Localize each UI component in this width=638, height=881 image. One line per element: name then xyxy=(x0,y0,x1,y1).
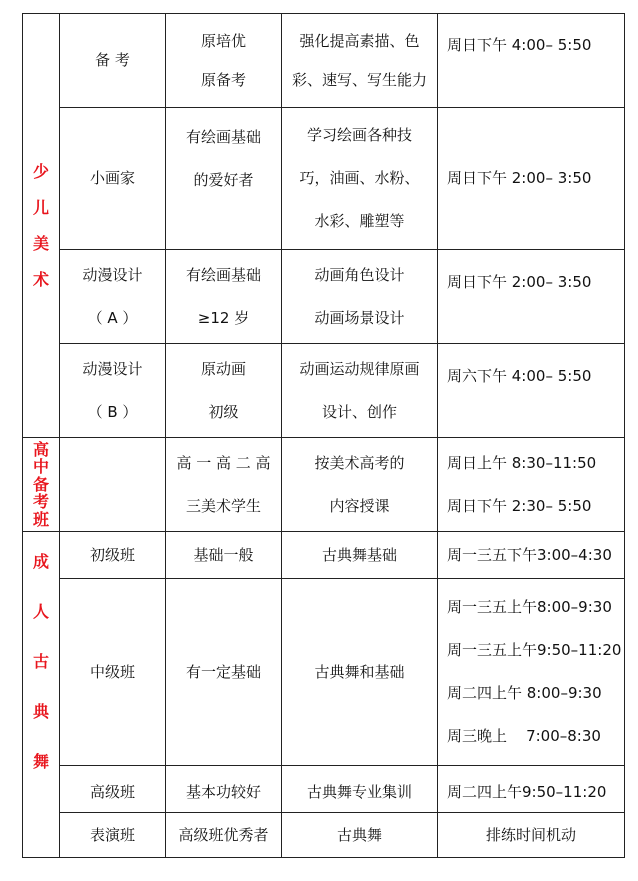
class-name: （ B ） xyxy=(87,402,138,421)
category-gaokao xyxy=(23,438,60,532)
time-cell xyxy=(438,344,625,438)
content-cell xyxy=(282,766,438,813)
table-row xyxy=(23,438,625,532)
table-row xyxy=(23,14,625,108)
category-char: 成 xyxy=(32,552,49,571)
table-row xyxy=(23,532,625,579)
target-line: 原动画 xyxy=(200,359,246,378)
class-name-cell xyxy=(60,14,166,108)
content-line: 古典舞和基础 xyxy=(314,662,405,681)
content-line: 古典舞 xyxy=(336,825,382,844)
time-line: 周日上午 8:30–11:50 xyxy=(447,453,597,472)
content-cell xyxy=(282,344,438,438)
class-name: 小画家 xyxy=(89,169,135,187)
category-char: 古 xyxy=(32,652,49,671)
category-char: 术 xyxy=(32,269,49,289)
time-line: 周日下午 4:00– 5:50 xyxy=(447,36,592,54)
class-name: 表演班 xyxy=(89,825,135,844)
time-line: 周一三五下午3:00–4:30 xyxy=(447,545,612,564)
class-name: 初级班 xyxy=(89,545,135,564)
time-line: 周一三五上午8:00–9:30 xyxy=(447,598,612,616)
category-char: 考 xyxy=(32,492,49,512)
target-line: 有绘画基础 xyxy=(185,265,261,284)
time-line: 周二四上午9:50–11:20 xyxy=(447,783,607,801)
content-line: 内容授课 xyxy=(329,496,390,515)
time-cell xyxy=(438,108,625,250)
target-cell xyxy=(166,579,282,766)
class-name-cell xyxy=(60,579,166,766)
table-row xyxy=(23,344,625,438)
content-cell xyxy=(282,438,438,532)
table-row xyxy=(23,813,625,858)
class-name-cell xyxy=(60,766,166,813)
target-cell xyxy=(166,813,282,858)
content-cell xyxy=(282,813,438,858)
content-line: 古典舞专业集训 xyxy=(306,783,412,801)
content-line: 按美术高考的 xyxy=(314,453,405,472)
class-name-cell xyxy=(60,813,166,858)
time-line: 周三晚上 7:00–8:30 xyxy=(447,727,601,745)
class-name-cell xyxy=(60,250,166,344)
category-char: 人 xyxy=(32,602,49,621)
content-line: 古典舞基础 xyxy=(321,545,397,564)
class-name-cell xyxy=(60,344,166,438)
time-line: 周日下午 2:00– 3:50 xyxy=(447,169,592,187)
category-char: 备 xyxy=(32,474,49,494)
class-name: 高级班 xyxy=(89,783,135,801)
category-char: 典 xyxy=(32,702,49,721)
category-char: 高 xyxy=(32,439,49,459)
category-char: 舞 xyxy=(32,752,49,771)
content-line: 动画场景设计 xyxy=(314,308,405,327)
class-name-cell xyxy=(60,108,166,250)
target-line: ≥12 岁 xyxy=(197,308,250,327)
target-line: 初级 xyxy=(208,402,239,421)
table-row xyxy=(23,579,625,766)
class-name-cell xyxy=(60,438,166,532)
target-line: 高级班优秀者 xyxy=(178,825,269,844)
target-line: 原培优 xyxy=(200,31,246,50)
category-adult-dance xyxy=(23,532,60,858)
content-cell xyxy=(282,250,438,344)
target-line: 有绘画基础 xyxy=(185,128,261,146)
content-cell xyxy=(282,532,438,579)
time-cell xyxy=(438,579,625,766)
category-char: 美 xyxy=(32,233,49,253)
target-line: 有一定基础 xyxy=(185,662,261,681)
target-cell xyxy=(166,532,282,579)
content-line: 动画运动规律原画 xyxy=(299,359,420,378)
category-char: 班 xyxy=(32,509,49,529)
time-cell xyxy=(438,250,625,344)
time-line: 周日下午 2:00– 3:50 xyxy=(447,273,592,291)
content-cell xyxy=(282,579,438,766)
time-cell xyxy=(438,438,625,532)
time-cell xyxy=(438,14,625,108)
class-name: 备 考 xyxy=(95,51,130,69)
class-name: 中级班 xyxy=(89,662,135,681)
content-line: 设计、创作 xyxy=(321,402,397,421)
target-cell xyxy=(166,108,282,250)
category-char: 儿 xyxy=(32,197,49,217)
time-line: 排练时间机动 xyxy=(485,825,576,844)
content-line: 彩、速写、写生能力 xyxy=(291,70,427,89)
category-char: 中 xyxy=(32,457,49,477)
content-line: 巧，油画、水粉、 xyxy=(299,169,420,187)
table-row xyxy=(23,108,625,250)
class-name: 动漫设计 xyxy=(82,359,143,378)
target-cell xyxy=(166,438,282,532)
target-line: 原备考 xyxy=(200,70,246,89)
table-row xyxy=(23,766,625,813)
content-cell xyxy=(282,14,438,108)
target-line: 的爱好者 xyxy=(193,171,254,189)
target-cell xyxy=(166,14,282,108)
target-cell xyxy=(166,250,282,344)
target-line: 三美术学生 xyxy=(185,496,261,515)
time-line: 周一三五上午9:50–11:20 xyxy=(447,641,622,659)
category-kids-art xyxy=(23,14,60,438)
target-cell xyxy=(166,766,282,813)
category-char: 少 xyxy=(32,161,49,181)
target-line: 基本功较好 xyxy=(185,783,261,801)
content-line: 学习绘画各种技 xyxy=(306,126,412,144)
class-name: 动漫设计 xyxy=(82,265,143,284)
content-line: 动画角色设计 xyxy=(314,265,405,284)
content-line: 强化提高素描、色 xyxy=(299,31,420,50)
time-line: 周日下午 2:30– 5:50 xyxy=(447,496,592,515)
time-cell xyxy=(438,813,625,858)
target-line: 高 一 高 二 高 xyxy=(176,453,271,472)
time-line: 周二四上午 8:00–9:30 xyxy=(447,684,602,702)
time-line: 周六下午 4:00– 5:50 xyxy=(447,367,592,385)
content-cell xyxy=(282,108,438,250)
time-cell xyxy=(438,532,625,579)
content-line: 水彩、雕塑等 xyxy=(314,212,405,230)
class-schedule-table xyxy=(22,13,625,858)
class-name-cell xyxy=(60,532,166,579)
table-row xyxy=(23,250,625,344)
target-cell xyxy=(166,344,282,438)
time-cell xyxy=(438,766,625,813)
class-name: （ A ） xyxy=(87,308,138,327)
target-line: 基础一般 xyxy=(193,545,254,564)
